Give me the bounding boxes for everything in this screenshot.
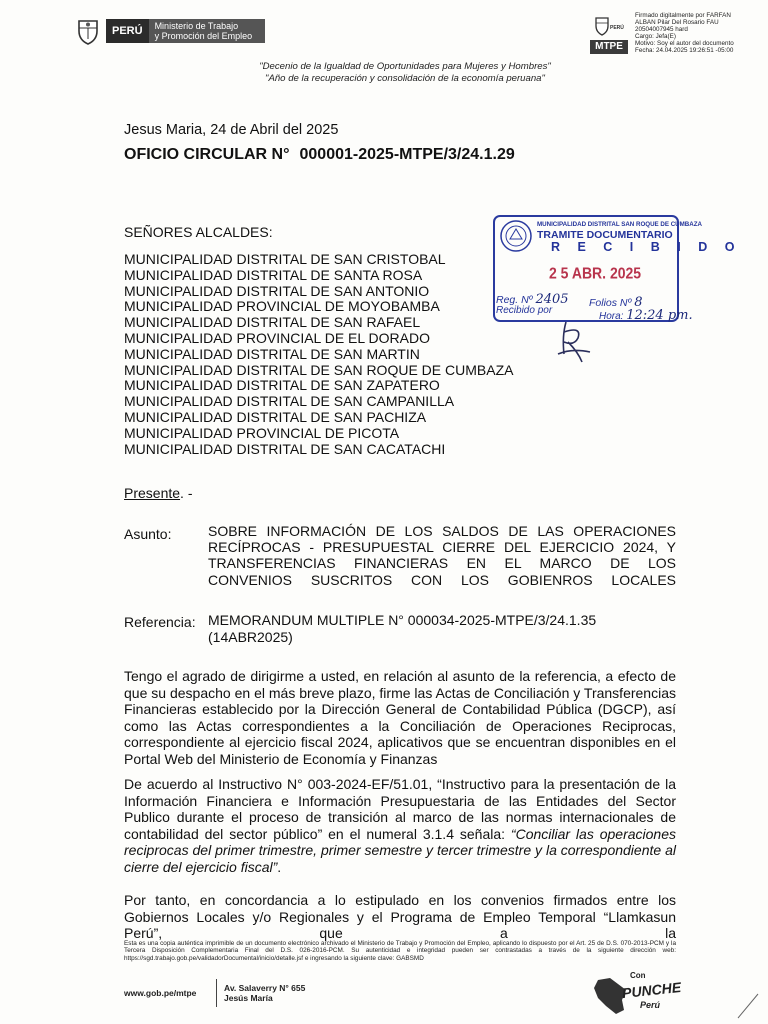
stamp-office: TRAMITE DOCUMENTARIO bbox=[537, 229, 673, 241]
campaign-peru: Perú bbox=[640, 1000, 661, 1010]
signature-line: Cargo: Jefa(E) bbox=[635, 32, 676, 40]
addressee-item: MUNICIPALIDAD DISTRITAL DE SAN MARTIN bbox=[124, 345, 420, 362]
ministry-line-1: Ministerio de Trabajo bbox=[154, 21, 239, 31]
mtpe-label: MTPE bbox=[590, 40, 628, 54]
addressee-item: MUNICIPALIDAD DISTRITAL DE SAN RAFAEL bbox=[124, 314, 421, 331]
peru-label: PERÚ bbox=[106, 19, 149, 43]
subject-text: SOBRE INFORMACIÓN DE LOS SALDOS DE LAS OPERACIONES RECÍPROCAS - PRESUPUESTAL CIERRE DEL EJERCICIO 2024, Y TRANSFERENCIAS FINANCIERAS EN EL MARCO DE LOS CONVENIOS SUSCRITOS CON LOS GOBIENROS LOCALES bbox=[208, 523, 676, 588]
campaign-word: PUNCHE bbox=[621, 978, 682, 1002]
presente-line bbox=[124, 485, 193, 501]
signature-line: ALBAN Pilar Del Rosario FAU bbox=[635, 18, 719, 26]
ministry-name bbox=[149, 19, 265, 43]
presente-suffix: . - bbox=[180, 485, 193, 501]
body-paragraph-2 bbox=[124, 776, 676, 875]
stamp-reg-value: 2405 bbox=[535, 292, 569, 307]
stamp-date: 2 5 ABR. 2025 bbox=[549, 263, 642, 283]
address-line-1: Av. Salaverry N° 655 bbox=[224, 983, 306, 993]
official-slogans bbox=[150, 61, 660, 85]
stamp-reg-label: Reg. Nº bbox=[496, 294, 533, 306]
addressee-item: MUNICIPALIDAD DISTRITAL DE SAN ANTONIO bbox=[124, 282, 430, 299]
signature-line: 20504007945 hard bbox=[635, 25, 688, 33]
ministry-banner bbox=[76, 16, 265, 46]
coat-of-arms-icon bbox=[594, 16, 610, 36]
slogan-line: "Año de la recuperación y consolidación de la economía peruana" bbox=[265, 73, 545, 84]
slogan-line: "Decenio de la Igualdad de Oportunidades para Mujeres y Hombres" bbox=[259, 61, 551, 72]
logo-peru-label: PERÚ bbox=[610, 25, 624, 31]
reception-stamp bbox=[493, 215, 742, 323]
document-date: Jesus Maria, 24 de Abril del 2025 bbox=[124, 122, 339, 138]
document-number bbox=[124, 146, 515, 164]
addressee-item: MUNICIPALIDAD DISTRITAL DE SAN PACHIZA bbox=[124, 408, 427, 425]
document-number-label: OFICIO CIRCULAR N° bbox=[124, 146, 290, 163]
municipal-seal-icon bbox=[499, 219, 533, 253]
reference-line-2: (14ABR2025) bbox=[208, 628, 293, 645]
addressee-item: MUNICIPALIDAD DISTRITAL DE SAN ZAPATERO bbox=[124, 377, 440, 394]
reference-line-1: MEMORANDUM MULTIPLE N° 000034-2025-MTPE/3/24.1.35 bbox=[208, 612, 597, 628]
footer-divider bbox=[216, 979, 217, 1007]
paragraph-2-intro: De acuerdo al Instructivo N° 003-2024-EF/51.01, “Instructivo para la presentación de la Información Financiera e Información Presupuestaria de las Entidades del Sector Publico durante el proceso de transición al marco de las normas internacionales de contabilidad del sector público” en el numeral 3.1.4 señala: bbox=[124, 776, 676, 842]
con-punche-peru-logo bbox=[592, 968, 712, 1018]
signature-line: Fecha: 24.04.2025 19:26:51 -05:00 bbox=[635, 46, 734, 54]
addressee-item: MUNICIPALIDAD DISTRITAL DE SAN ROQUE DE CUMBAZA bbox=[124, 361, 514, 378]
digital-signature bbox=[635, 13, 765, 54]
addressee-item: MUNICIPALIDAD DISTRITAL DE SANTA ROSA bbox=[124, 266, 423, 283]
ministry-line-2: y Promoción del Empleo bbox=[154, 31, 253, 41]
stamp-institution: MUNICIPALIDAD DISTRITAL SAN ROQUE DE CUMBAZA bbox=[537, 221, 702, 228]
addressee-item: MUNICIPALIDAD PROVINCIAL DE EL DORADO bbox=[124, 329, 430, 346]
addressee-item: MUNICIPALIDAD DISTRITAL DE SAN CACATACHI bbox=[124, 440, 446, 457]
handwritten-signature bbox=[552, 318, 596, 366]
footer-website: www.gob.pe/mtpe bbox=[124, 988, 197, 998]
addressee-item: MUNICIPALIDAD PROVINCIAL DE MOYOBAMBA bbox=[124, 298, 440, 315]
addressee-list bbox=[124, 252, 513, 457]
addressee-item: MUNICIPALIDAD DISTRITAL DE SAN CRISTOBAL bbox=[124, 251, 446, 267]
document-number-value: 000001-2025-MTPE/3/24.1.29 bbox=[299, 146, 515, 163]
stamp-status: R E C I B I D O bbox=[551, 240, 742, 254]
campaign-con: Con bbox=[630, 971, 646, 980]
address-line-2: Jesús María bbox=[224, 993, 273, 1003]
mtpe-logo bbox=[588, 14, 630, 54]
footer-address bbox=[224, 983, 305, 1003]
body-paragraph-1: Tengo el agrado de dirigirme a usted, en relación al asunto de la referencia, a efecto de que su despacho en el más breve plazo, firme las Actas de Conciliación y Transferencias Financieras establecido por la Dirección General de Contabilidad Pública (DGCP), así como las Actas correspondientes a la Conciliación de Operaciones Reciprocas, correspondiente al ejercicio fiscal 2024, aplicativos que se encuentran disponibles en el Portal Web del Ministerio de Economía y Finanzas bbox=[124, 668, 676, 767]
stamp-folios-value: 8 bbox=[634, 295, 643, 310]
signature-line: Motivo: Soy el autor del documento bbox=[635, 39, 734, 47]
authenticity-footnote: Esta es una copia auténtica imprimible de un documento electrónico archivado el Ministerio de Trabajo y Promoción del Empleo, aplicando lo dispuesto por el Art. 25 de D.S. 070-2013-PCM y la Tercera Disposición Complementaria Final del D.S. 026-2016-PCM. Su autenticidad e integridad pueden ser contrastadas a través de la siguiente dirección web: https://sgd.trabajo.gob.pe/validadorDocumental/inicio/detalle.jsf e ingresando la siguiente clave: GABSMD bbox=[124, 940, 676, 962]
corner-mark bbox=[736, 990, 760, 1020]
addressee-item: MUNICIPALIDAD DISTRITAL DE SAN CAMPANILLA bbox=[124, 393, 455, 410]
stamp-time bbox=[599, 308, 693, 323]
coat-of-arms-icon bbox=[76, 17, 100, 45]
paragraph-2-end: . bbox=[277, 858, 282, 875]
stamp-hora-label: Hora: bbox=[599, 311, 624, 322]
stamp-folios-label: Folios Nº bbox=[589, 297, 632, 309]
salutation: SEÑORES ALCALDES: bbox=[124, 224, 273, 240]
reference-label: Referencia: bbox=[124, 614, 196, 630]
presente-label: Presente bbox=[124, 485, 181, 501]
signature-line: Firmado digitalmente por FARFAN bbox=[635, 12, 731, 19]
reference-text bbox=[208, 612, 648, 645]
body-paragraph-3: Por tanto, en concordancia a lo estipulado en los convenios firmados entre los Gobiernos Locales y/o Regionales y el Programa de Empleo Temporal “Llamkasun Perú”, que a la bbox=[124, 892, 676, 941]
addressee-item: MUNICIPALIDAD PROVINCIAL DE PICOTA bbox=[124, 424, 400, 441]
paragraph-2-quote: “Conciliar las operaciones reciprocas del primer trimestre, primer semestre y tercer trimestre y la correspondiente al cierre del ejercicio fiscal” bbox=[124, 825, 676, 875]
subject-label: Asunto: bbox=[124, 526, 172, 542]
stamp-received-by: Recibido por bbox=[496, 305, 553, 316]
stamp-hora-value: 12:24 pm. bbox=[626, 308, 693, 323]
